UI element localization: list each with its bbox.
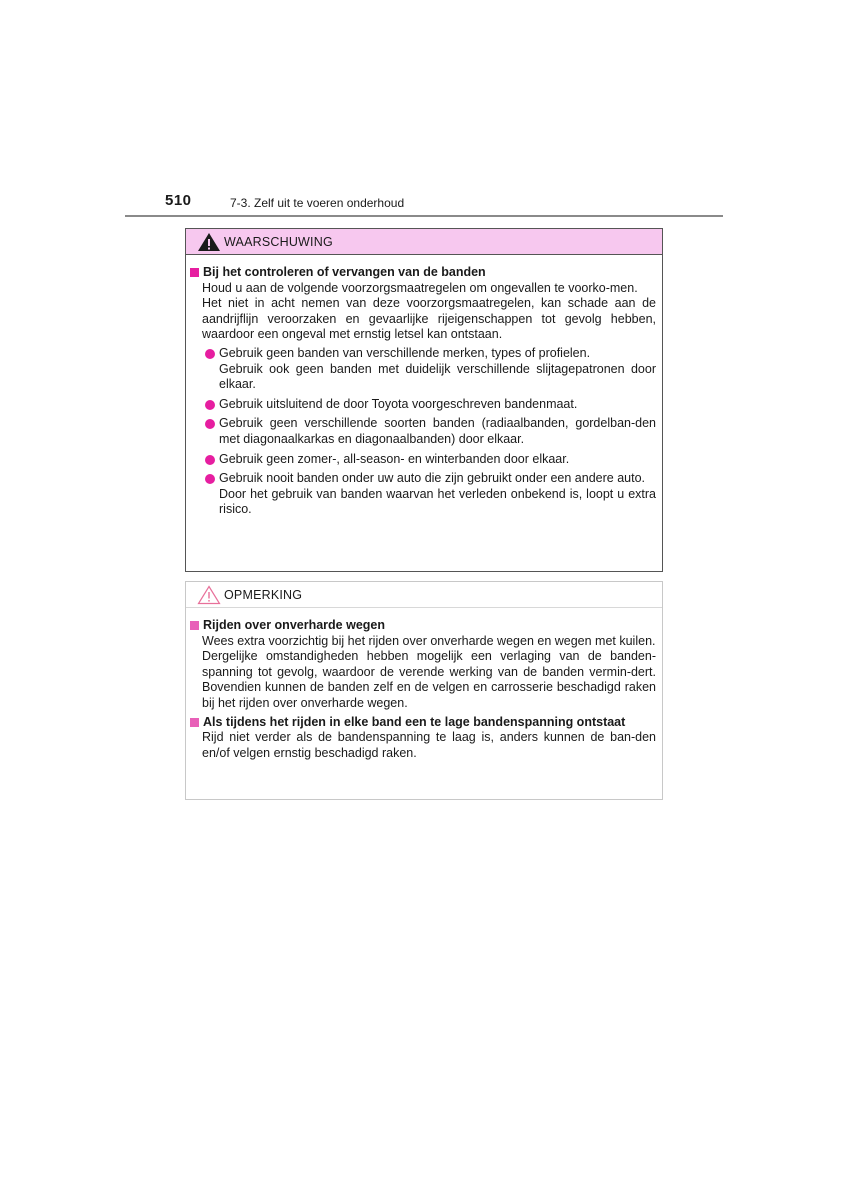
bullet-extra: Door het gebruik van banden waarvan het verleden onbekend is, loopt u extra risico. bbox=[219, 486, 656, 517]
list-item bbox=[203, 471, 656, 518]
warning-intro-1: Houd u aan de volgende voorzorgsmaatregelen om ongevallen te voorko-men. bbox=[202, 280, 638, 295]
section-title: 7-3. Zelf uit te voeren onderhoud bbox=[230, 196, 405, 210]
bullet-text: Gebruik geen banden van verschillende merken, types of profielen. bbox=[219, 345, 591, 360]
warning-header bbox=[186, 229, 662, 255]
pink-square-icon bbox=[190, 621, 199, 630]
pink-square-icon bbox=[190, 268, 199, 277]
note-paragraph-1: Wees extra voorzichtig bij het rijden over onverharde wegen en wegen met kuilen. bbox=[202, 633, 656, 648]
warning-triangle-icon bbox=[197, 232, 221, 252]
bullet-dot-icon bbox=[205, 349, 215, 359]
list-item bbox=[203, 397, 656, 413]
note-heading-1 bbox=[190, 618, 656, 634]
warning-heading bbox=[190, 265, 656, 281]
note-box bbox=[185, 581, 663, 800]
page-header bbox=[125, 190, 723, 218]
bullet-dot-icon bbox=[205, 419, 215, 429]
bullet-text: Gebruik geen verschillende soorten banden (radiaalbanden, gordelban-den met diagonaalkarkas en diagonaalbanden) door elkaar. bbox=[219, 416, 656, 446]
bullet-extra: Gebruik ook geen banden met duidelijk verschillende slijtagepatronen door elkaar. bbox=[219, 361, 656, 392]
note-header bbox=[186, 582, 662, 608]
page-number: 510 bbox=[165, 192, 192, 209]
warning-body bbox=[186, 255, 662, 518]
warning-intro-2: Het niet in acht nemen van deze voorzorgsmaatregelen, kan schade aan de aandrijflijn veroorzaken en gevaarlijke rijeigenschappen tot gevolg hebben, waardoor een ongeval met ernstig letsel kan ontstaan. bbox=[202, 296, 656, 342]
list-item bbox=[203, 416, 656, 447]
warning-title: WAARSCHUWING bbox=[224, 235, 333, 249]
note-heading-1-text: Rijden over onverharde wegen bbox=[203, 618, 385, 632]
note-heading-2 bbox=[190, 715, 656, 731]
warning-box bbox=[185, 228, 663, 572]
bullet-dot-icon bbox=[205, 474, 215, 484]
caution-triangle-outline-icon bbox=[197, 585, 221, 605]
note-body bbox=[186, 608, 662, 761]
note-paragraph-3: Rijd niet verder als de bandenspanning te laag is, anders kunnen de ban-den en/of velgen ernstig beschadigd raken. bbox=[202, 730, 656, 760]
list-item bbox=[203, 452, 656, 468]
bullet-text: Gebruik nooit banden onder uw auto die zijn gebruikt onder een andere auto. bbox=[219, 471, 645, 486]
bullet-dot-icon bbox=[205, 400, 215, 410]
list-item bbox=[203, 346, 656, 393]
note-heading-2-text: Als tijdens het rijden in elke band een te lage bandenspanning ontstaat bbox=[203, 714, 626, 729]
pink-square-icon bbox=[190, 718, 199, 727]
bullet-text: Gebruik geen zomer-, all-season- en winterbanden door elkaar. bbox=[219, 451, 570, 466]
warning-bullet-list bbox=[203, 346, 656, 518]
warning-heading-text: Bij het controleren of vervangen van de banden bbox=[203, 265, 486, 279]
header-divider bbox=[125, 215, 723, 217]
note-title: OPMERKING bbox=[224, 588, 303, 602]
note-paragraph-2: Dergelijke omstandigheden hebben mogelijk een verlaging van de banden-spanning tot gevolg, waardoor de verende werking van de banden vermin-dert. Bovendien kunnen de banden zelf en de velgen en carrosserie beschadigd raken bij het rijden over onverharde wegen. bbox=[202, 649, 656, 710]
bullet-text: Gebruik uitsluitend de door Toyota voorgeschreven bandenmaat. bbox=[219, 396, 578, 411]
bullet-dot-icon bbox=[205, 455, 215, 465]
